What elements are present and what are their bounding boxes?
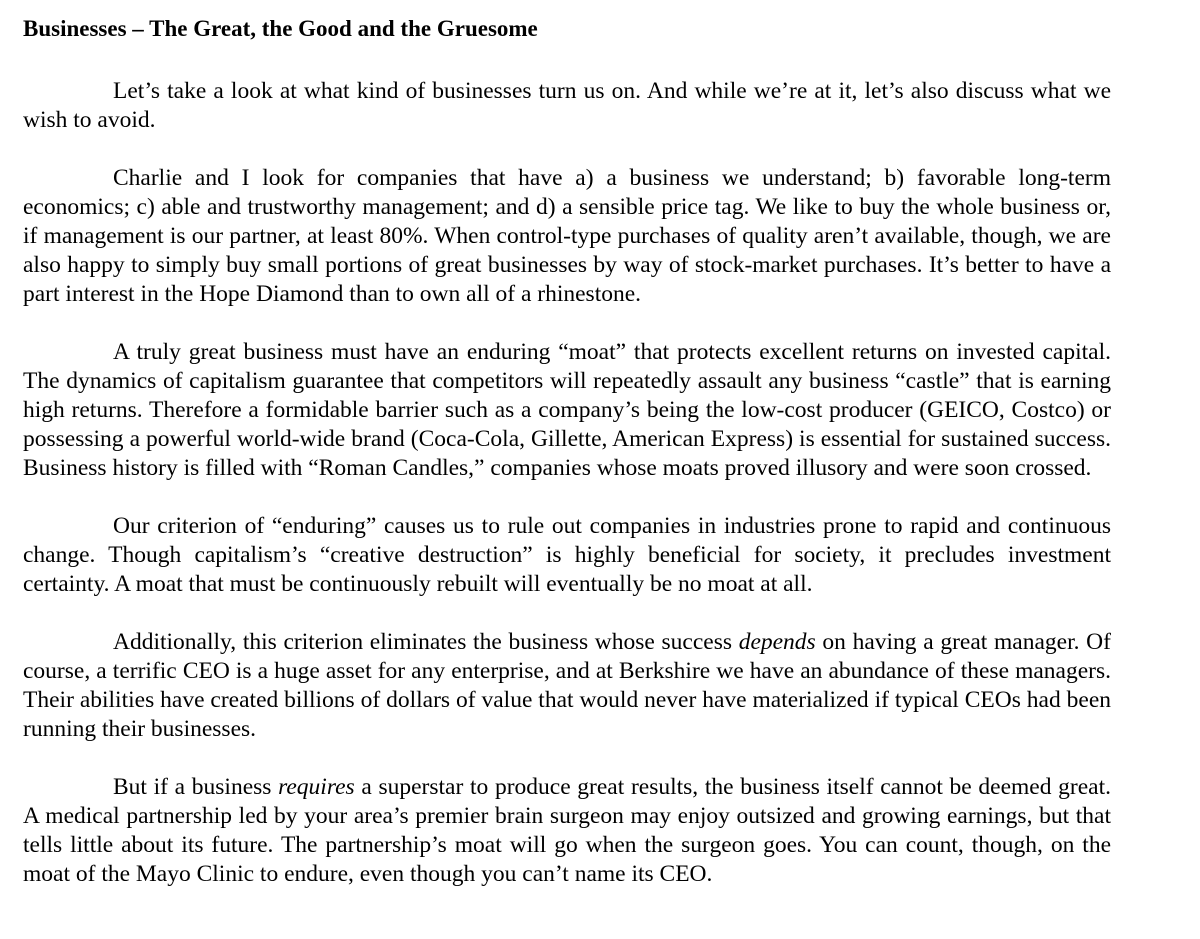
paragraph-manager-text-after: on having a great manager. Of course, a terrific CEO is a huge asset for any enterprise, and at Berkshire we have an abundance of these managers. Their abilities have created billions of dollars of value that would never have materialized if typical CEOs had been running their businesses. <box>23 629 1111 742</box>
section-heading: Businesses – The Great, the Good and the Gruesome <box>23 16 538 41</box>
paragraph-manager-text-before: Additionally, this criterion eliminates the business whose success <box>113 629 739 655</box>
paragraph-manager-emphasis: depends <box>738 629 816 655</box>
paragraph-superstar <box>23 773 1111 889</box>
paragraph-criteria: Charlie and I look for companies that have a) a business we understand; b) favorable long-term economics; c) able and trustworthy management; and d) a sensible price tag. We like to buy the whole business or, if management is our partner, at least 80%. When control-type purchases of quality aren’t available, though, we are also happy to simply buy small portions of great businesses by way of stock-market purchases. It’s better to have a part interest in the Hope Diamond than to own all of a rhinestone. <box>23 165 1111 307</box>
paragraph-moat: A truly great business must have an enduring “moat” that protects excellent returns on invested capital. The dynamics of capitalism guarantee that competitors will repeatedly assault any business “castle” that is earning high returns. Therefore a formidable barrier such as a company’s being the low-cost producer (GEICO, Costco) or possessing a powerful world-wide brand (Coca-Cola, Gillette, American Express) is essential for sustained success. Business history is filled with “Roman Candles,” companies whose moats proved illusory and were soon crossed. <box>23 339 1111 481</box>
paragraph-superstar-text-before: But if a business <box>113 774 279 800</box>
paragraph-superstar-emphasis: requires <box>278 774 355 800</box>
paragraph-manager <box>23 628 1111 744</box>
paragraph-superstar-text-after: a superstar to produce great results, the business itself cannot be deemed great. A medical partnership led by your area’s premier brain surgeon may enjoy outsized and growing earnings, but that tells little about its future. The partnership’s moat will go when the surgeon goes. You can count, though, on the moat of the Mayo Clinic to endure, even though you can’t name its CEO. <box>23 774 1111 887</box>
paragraph-enduring: Our criterion of “enduring” causes us to rule out companies in industries prone to rapid and continuous change. Though capitalism’s “creative destruction” is highly beneficial for society, it precludes investment certainty. A moat that must be continuously rebuilt will eventually be no moat at all. <box>23 513 1111 597</box>
document-page <box>23 14 1111 889</box>
paragraph-intro: Let’s take a look at what kind of businesses turn us on. And while we’re at it, let’s also discuss what we wish to avoid. <box>23 78 1111 133</box>
